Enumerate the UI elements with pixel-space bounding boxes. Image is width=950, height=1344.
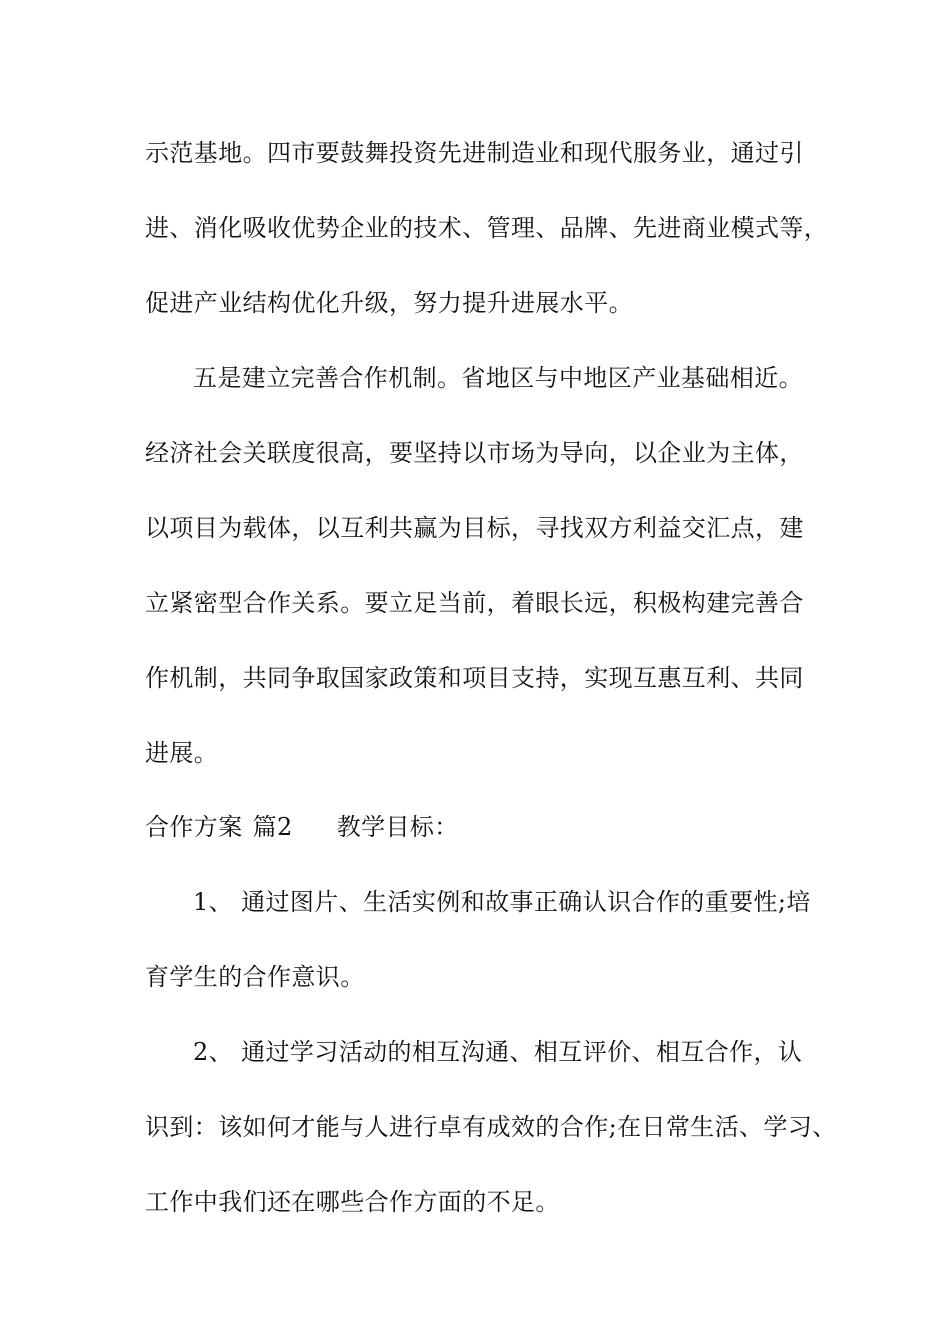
heading-label: 教学目标：	[336, 813, 459, 841]
paragraph-line: 作机制，共同争取国家政策和项目支持，实现互惠互利、共同	[145, 664, 804, 692]
list-item-line: 识到：该如何才能与人进行卓有成效的合作;在日常生活、学习、	[145, 1113, 837, 1141]
paragraph-line: 示范基地。四市要鼓舞投资先进制造业和现代服务业，通过引	[145, 139, 804, 167]
paragraph-line: 进、消化吸收优势企业的技术、管理、品牌、先进商业模式等，	[145, 214, 829, 242]
heading-part-number: 篇2	[252, 813, 293, 841]
list-item-line: 育学生的合作意识。	[145, 963, 365, 991]
section-heading	[145, 812, 459, 842]
list-item-line: 1、 通过图片、生活实例和故事正确认识合作的重要性;培	[193, 888, 811, 916]
paragraph-line: 五是建立完善合作机制。省地区与中地区产业基础相近。	[193, 364, 803, 392]
paragraph-line: 以项目为载体，以互利共赢为目标，寻找双方利益交汇点，建	[145, 514, 804, 542]
paragraph-line: 经济社会关联度很高，要坚持以市场为导向，以企业为主体，	[145, 439, 804, 467]
list-item-line: 2、 通过学习活动的相互沟通、相互评价、相互合作，认	[193, 1038, 803, 1066]
heading-title: 合作方案	[145, 813, 243, 841]
paragraph-line: 进展。	[145, 739, 219, 767]
list-item-line: 工作中我们还在哪些合作方面的不足。	[145, 1188, 560, 1216]
paragraph-line: 促进产业结构优化升级，努力提升进展水平。	[145, 289, 633, 317]
paragraph-line: 立紧密型合作关系。要立足当前，着眼长远，积极构建完善合	[145, 589, 804, 617]
